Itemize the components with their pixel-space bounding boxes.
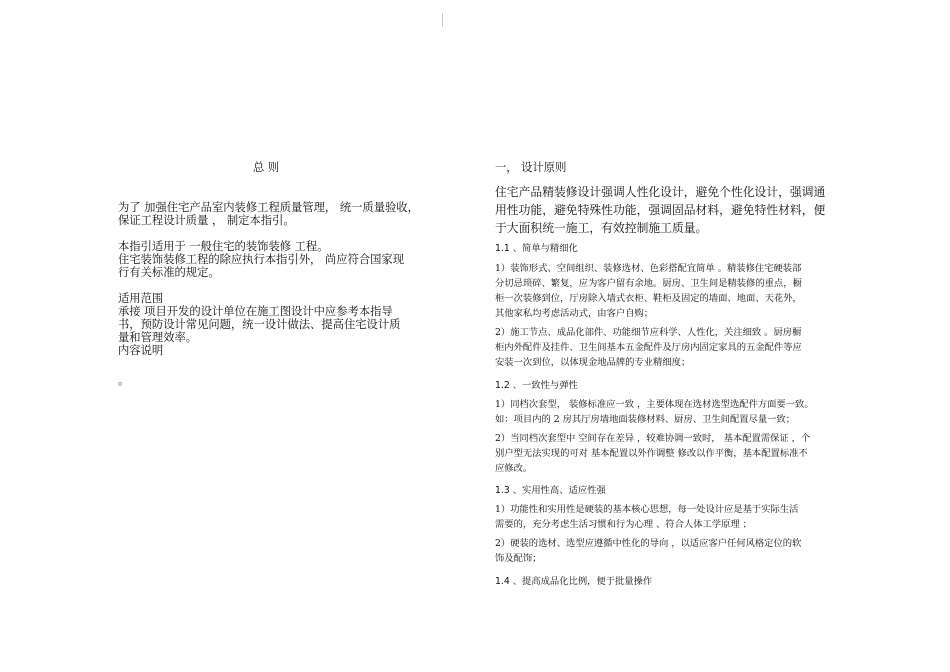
left-dot: 。 xyxy=(118,374,130,387)
left-scope-heading: 适用范围 xyxy=(118,292,164,305)
s12-p2-line1: 2）当同档次套型中 空间存在差异 ，较难协调一致时， 基本配置需保证 ，个 xyxy=(495,433,811,444)
left-para1-line2: 保证工程设计质量 ， 制定本指引。 xyxy=(118,214,295,227)
s12-p1-line2: 如：项目内的 2 房其厅房墙地面装修材料、厨房、卫生间配置尽量一致； xyxy=(495,414,796,425)
left-title: 总 则 xyxy=(253,161,280,174)
s13-p2-line2: 饰及配饰； xyxy=(495,553,542,564)
s11-p2-line1: 2）施工节点、成品化部件、功能细节应科学、人性化，关注细致 。厨房橱 xyxy=(495,327,802,338)
left-scope-line3: 量和管理效率。 xyxy=(118,331,198,344)
left-para2-line1: 本指引适用于 一般住宅的装饰装修 工程。 xyxy=(118,240,329,253)
section-1-2-heading: 1.2 、一致性与弹性 xyxy=(495,380,578,391)
right-intro-line2: 用性功能，避免特殊性功能，强调固品材料，避免特性材料，便 xyxy=(495,203,826,217)
left-scope-line1: 承接 项目开发的设计单位在施工图设计中应参考本指导 xyxy=(118,305,393,318)
left-para2-line3: 行有关标准的规定。 xyxy=(118,266,220,279)
right-intro-line1: 住宅产品精装修设计强调人性化设计，避免个性化设计，强调通 xyxy=(495,185,826,199)
s13-p2-line1: 2）硬装的选材、选型应遵循中性化的导向 ，以适应客户任何风格定位的软 xyxy=(495,538,802,549)
right-intro-line3: 于大面积统一施工，有效控制施工质量。 xyxy=(495,221,708,235)
left-content-heading: 内容说明 xyxy=(118,344,164,357)
right-heading: 一， 设计原则 xyxy=(495,161,567,174)
s11-p1-line3: 柜一次装修到位，厅房除入墙式衣柜、鞋柜及固定的墙面、地面、天花外， xyxy=(495,293,802,304)
s12-p2-line3: 应修改。 xyxy=(495,463,533,474)
s12-p2-line2: 别户型无法实现的可对 基本配置以外作调整 修改以作平衡，基本配置标准不 xyxy=(495,448,808,459)
s13-p1-line1: 1）功能性和实用性是硬装的基本核心思想，每一处设计应是基于实际生活 xyxy=(495,504,799,515)
s13-p1-line2: 需要的，充分考虑生活习惯和行为心理 、符合人体工学原理 ； xyxy=(495,519,752,530)
s11-p1-line1: 1）装饰形式、空间组织、装修选材、色彩搭配宜简单 。精装修住宅硬装部 xyxy=(495,263,802,274)
s12-p1-line1: 1）同档次套型， 装修标准应一致 ，主要体现在选材选型选配件方面要一致。 xyxy=(495,399,814,410)
page-divider-mark xyxy=(442,13,443,27)
left-para1-line1: 为了 加强住宅产品室内装修工程质量管理， 统一质量验收， xyxy=(118,201,419,214)
s11-p1-line2: 分切忌琐碎、繁复，应为客户留有余地。厨房、卫生间是精装修的重点，橱 xyxy=(495,278,802,289)
section-1-1-heading: 1.1 、简单与精细化 xyxy=(495,243,578,254)
left-para2-line2: 住宅装饰装修工程的除应执行本指引外， 尚应符合国家现 xyxy=(118,253,405,266)
left-scope-line2: 书，预防设计常见问题，统一设计做法、提高住宅设计质 xyxy=(118,318,401,331)
s11-p2-line2: 柜内外配件及挂件、卫生间基本五金配件及厅房内固定家具的五金配件等应 xyxy=(495,342,802,353)
section-1-3-heading: 1.3 、实用性高、适应性强 xyxy=(495,485,606,496)
section-1-4-heading: 1.4 、提高成品化比例，便于批量操作 xyxy=(495,576,653,587)
s11-p2-line3: 安装一次到位，以体现金地品牌的专业精细度； xyxy=(495,357,691,368)
s11-p1-line4: 其他家私均考虑活动式，由客户自购； xyxy=(495,308,654,319)
